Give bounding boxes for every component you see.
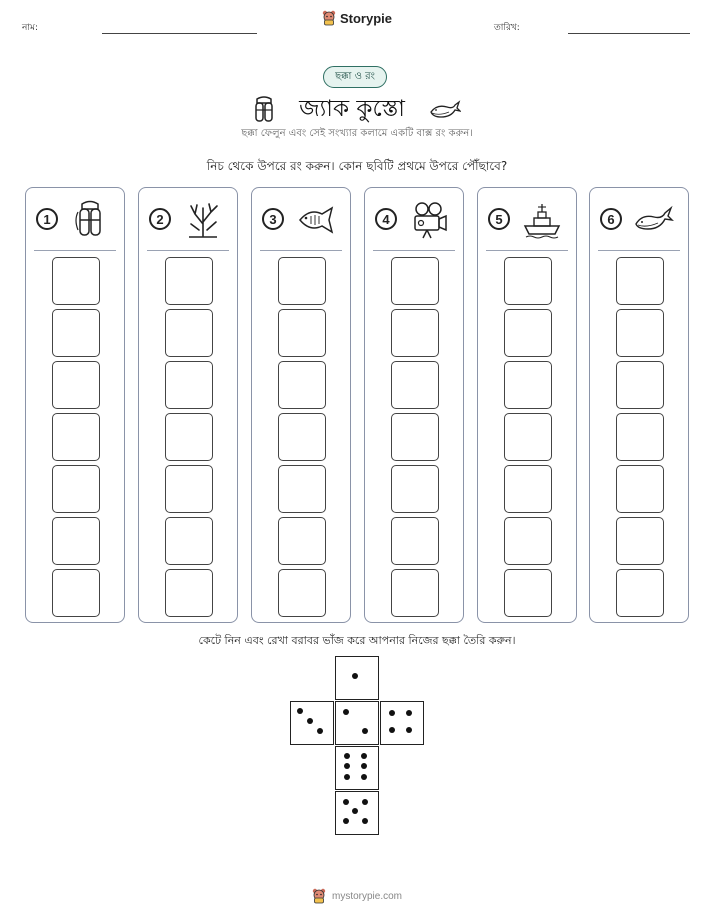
color-box[interactable]	[504, 517, 552, 565]
color-box[interactable]	[616, 569, 664, 617]
color-box[interactable]	[52, 413, 100, 461]
dice-face-4	[380, 701, 424, 745]
column-divider	[34, 250, 116, 251]
color-box[interactable]	[165, 361, 213, 409]
dice-pip	[361, 774, 367, 780]
dice-pip	[406, 710, 412, 716]
date-line[interactable]	[568, 33, 690, 34]
color-box[interactable]	[278, 309, 326, 357]
color-box[interactable]	[165, 309, 213, 357]
dice-pip	[361, 763, 367, 769]
column-number: 5	[488, 208, 510, 230]
color-box[interactable]	[391, 465, 439, 513]
column-number: 2	[149, 208, 171, 230]
color-box[interactable]	[278, 569, 326, 617]
color-box[interactable]	[391, 309, 439, 357]
name-line[interactable]	[102, 33, 257, 34]
dice-pip	[362, 818, 368, 824]
color-box[interactable]	[504, 465, 552, 513]
column-1	[25, 187, 125, 623]
coral-icon	[183, 200, 223, 240]
scuba-tank-icon	[253, 96, 275, 124]
color-box[interactable]	[278, 413, 326, 461]
subtitle: ছক্কা ফেলুন এবং সেই সংখ্যার কলামে একটি বাক্স রং করুন।	[241, 128, 473, 139]
color-box[interactable]	[616, 257, 664, 305]
column-number: 3	[262, 208, 284, 230]
brand-logo	[0, 10, 714, 26]
dice-pip	[317, 728, 323, 734]
color-box[interactable]	[52, 257, 100, 305]
ship-icon	[522, 200, 562, 240]
dice-pip	[297, 708, 303, 714]
column-4	[364, 187, 464, 623]
color-box[interactable]	[391, 361, 439, 409]
dice-face-6	[335, 746, 379, 790]
dice-face-3	[290, 701, 334, 745]
category-tag: ছক্কা ও রং	[323, 66, 387, 88]
color-box[interactable]	[616, 413, 664, 461]
dice-pip	[362, 799, 368, 805]
page-title: জ্যাক কুস্তো	[299, 96, 405, 122]
color-box[interactable]	[165, 257, 213, 305]
column-2	[138, 187, 238, 623]
brand-name: Storypie	[339, 10, 392, 26]
color-box[interactable]	[391, 257, 439, 305]
film-camera-icon	[409, 200, 449, 240]
dice-pip	[389, 727, 395, 733]
color-box[interactable]	[616, 309, 664, 357]
dice-pip	[307, 718, 313, 724]
footer-url[interactable]: mystorypie.com	[331, 890, 402, 902]
color-box[interactable]	[616, 465, 664, 513]
color-box[interactable]	[165, 517, 213, 565]
column-number: 4	[375, 208, 397, 230]
color-box[interactable]	[504, 569, 552, 617]
column-divider	[260, 250, 342, 251]
color-box[interactable]	[504, 413, 552, 461]
dice-pip	[343, 799, 349, 805]
whale-icon	[634, 200, 674, 240]
scuba-tank-icon	[70, 200, 110, 240]
color-box[interactable]	[165, 465, 213, 513]
color-box[interactable]	[52, 517, 100, 565]
footer	[0, 888, 714, 904]
column-divider	[147, 250, 229, 251]
column-number: 1	[36, 208, 58, 230]
dice-pip	[352, 673, 358, 679]
color-box[interactable]	[616, 361, 664, 409]
dice-pip	[344, 774, 350, 780]
color-box[interactable]	[278, 361, 326, 409]
color-box[interactable]	[52, 569, 100, 617]
color-box[interactable]	[391, 569, 439, 617]
color-box[interactable]	[391, 413, 439, 461]
dice-pip	[352, 808, 358, 814]
color-box[interactable]	[278, 257, 326, 305]
color-box[interactable]	[165, 569, 213, 617]
dice-pip	[362, 728, 368, 734]
dice-pip	[389, 710, 395, 716]
dice-pip	[344, 763, 350, 769]
date-label: তারিখ:	[494, 23, 520, 33]
column-divider	[373, 250, 455, 251]
dice-pip	[343, 709, 349, 715]
color-box[interactable]	[504, 257, 552, 305]
fish-icon	[296, 200, 336, 240]
column-6	[589, 187, 689, 623]
bear-icon	[312, 888, 326, 904]
color-box[interactable]	[391, 517, 439, 565]
color-box[interactable]	[278, 465, 326, 513]
color-box[interactable]	[504, 309, 552, 357]
column-divider	[598, 250, 680, 251]
column-number: 6	[600, 208, 622, 230]
color-box[interactable]	[278, 517, 326, 565]
dice-face-5	[335, 791, 379, 835]
instruction-text: নিচ থেকে উপরে রং করুন। কোন ছবিটি প্রথমে উপরে পৌঁছাবে?	[206, 159, 508, 173]
dice-pip	[361, 753, 367, 759]
whale-icon	[429, 99, 461, 121]
dice-pip	[344, 753, 350, 759]
color-box[interactable]	[504, 361, 552, 409]
title-row	[0, 90, 714, 129]
color-box[interactable]	[52, 361, 100, 409]
color-box[interactable]	[52, 309, 100, 357]
dice-pip	[343, 818, 349, 824]
column-5	[477, 187, 577, 623]
dice-pip	[406, 727, 412, 733]
cut-instruction: কেটে নিন এবং রেখা বরাবর ভাঁজ করে আপনার নিজের ছক্কা তৈরি করুন।	[198, 634, 516, 647]
color-box[interactable]	[616, 517, 664, 565]
column-3	[251, 187, 351, 623]
dice-face-1	[335, 656, 379, 700]
color-box[interactable]	[165, 413, 213, 461]
column-divider	[486, 250, 568, 251]
color-box[interactable]	[52, 465, 100, 513]
name-label: নাম:	[22, 23, 39, 33]
bear-icon	[322, 10, 336, 26]
dice-face-2	[335, 701, 379, 745]
